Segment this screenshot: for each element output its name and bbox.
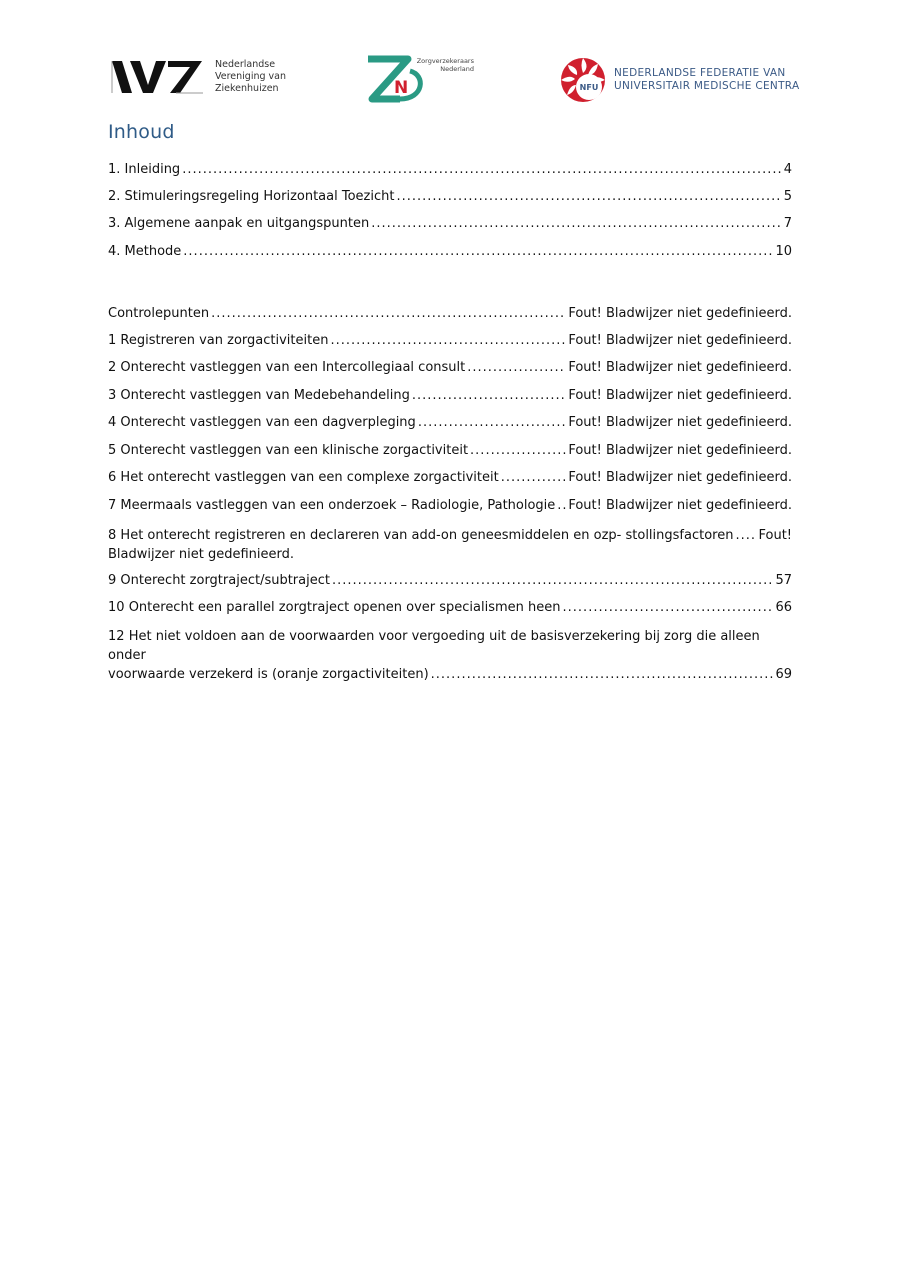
toc-entry-text: Onterecht een parallel zorgtraject openen over specialismen heen	[128, 600, 561, 615]
toc-entry-control-2[interactable]	[108, 360, 792, 375]
dot-leader	[501, 470, 567, 485]
bookmark-error: Fout! Bladwijzer niet gedefinieerd.	[568, 470, 792, 485]
toc-entry-methode[interactable]	[108, 244, 792, 259]
toc-entry-page[interactable]: 7	[783, 216, 792, 231]
zn-line: Zorgverzekeraars	[416, 57, 474, 65]
toc-entry-num: 12	[108, 629, 125, 644]
toc-entry-text[interactable]: voorwaarde verzekerd is (oranje zorgactiviteiten)	[108, 667, 429, 682]
dot-leader	[183, 244, 773, 259]
toc-entry-num: 10	[108, 600, 125, 615]
toc-entry-num: 3	[108, 388, 117, 403]
toc-entry-page[interactable]: 57	[775, 573, 792, 588]
dot-leader	[332, 573, 773, 588]
nvz-line: Nederlandse	[215, 59, 276, 70]
nfu-logo	[560, 57, 799, 103]
toc-entry-title[interactable]	[108, 415, 416, 430]
toc-entry-num: 2	[108, 360, 117, 375]
toc-entry-text: Onterecht zorgtraject/subtraject	[120, 573, 330, 588]
toc-entry-num: 8	[108, 528, 117, 543]
toc-entry-control-3[interactable]	[108, 388, 792, 403]
toc-entry-inleiding[interactable]	[108, 162, 792, 177]
toc-entry-control-5[interactable]	[108, 443, 792, 458]
dot-leader	[211, 306, 566, 321]
nvz-line: Ziekenhuizen	[215, 83, 279, 94]
nvz-logo-mark-icon	[110, 59, 205, 95]
toc-entry-num: 6	[108, 470, 117, 485]
toc-entry-text: Het onterecht registreren en declareren van add-on geneesmiddelen en ozp- stollingsfactoren	[120, 528, 734, 543]
toc-entry-controlepunten[interactable]	[108, 306, 792, 321]
toc-entry-title[interactable]: 3. Algemene aanpak en uitgangspunten	[108, 216, 370, 231]
dot-leader	[330, 333, 566, 348]
toc-entry-page[interactable]: 66	[775, 600, 792, 615]
toc-entry-title[interactable]	[108, 498, 555, 513]
bookmark-error: Fout! Bladwijzer niet gedefinieerd.	[568, 388, 792, 403]
nvz-line: Vereniging van	[215, 71, 287, 82]
toc-entry-text: Onterecht vastleggen van Medebehandeling	[120, 388, 410, 403]
toc-entry-aanpak[interactable]	[108, 216, 792, 231]
toc-entry-text: Onterecht vastleggen van een dagverpleging	[120, 415, 416, 430]
toc-entry-line-2	[108, 665, 792, 684]
bookmark-error: Fout!	[758, 528, 792, 543]
bookmark-error: Fout! Bladwijzer niet gedefinieerd.	[568, 360, 792, 375]
toc-entry-title[interactable]: Controlepunten	[108, 306, 210, 321]
toc-entry-page[interactable]: 4	[783, 162, 792, 177]
toc-entry-title[interactable]	[108, 470, 499, 485]
dot-leader	[470, 443, 566, 458]
toc-entry-text: Onterecht vastleggen van een Intercollegiaal consult	[120, 360, 466, 375]
toc-entry-text: Meermaals vastleggen van een onderzoek – Radiologie, Pathologie	[120, 498, 556, 513]
dot-leader	[557, 498, 566, 513]
zn-mark-letter: N	[394, 78, 409, 98]
toc-entry-control-10[interactable]	[108, 600, 792, 615]
toc-entry-control-1[interactable]	[108, 333, 792, 348]
zn-logo-text	[416, 57, 474, 73]
toc-entry-control-6[interactable]	[108, 470, 792, 485]
toc-entry-page[interactable]: 5	[783, 189, 792, 204]
bookmark-error: Fout! Bladwijzer niet gedefinieerd.	[568, 443, 792, 458]
toc-entry-control-9[interactable]	[108, 573, 792, 588]
dot-leader	[563, 600, 774, 615]
toc-entry-title[interactable]: 4. Methode	[108, 244, 182, 259]
toc-entry-title[interactable]	[108, 388, 410, 403]
bookmark-error: Fout! Bladwijzer niet gedefinieerd.	[568, 306, 792, 321]
toc-entry-text: Registreren van zorgactiviteiten	[120, 333, 329, 348]
zn-line: Nederland	[440, 65, 474, 73]
header-logos	[0, 55, 900, 110]
toc-entry-title[interactable]: 1. Inleiding	[108, 162, 181, 177]
bookmark-error-continued: Bladwijzer niet gedefinieerd.	[108, 547, 295, 562]
toc-entry-control-4[interactable]	[108, 415, 792, 430]
nfu-logo-mark-icon	[560, 57, 606, 103]
toc-entry-page[interactable]: 69	[775, 667, 792, 682]
dot-leader	[371, 216, 781, 231]
dot-leader	[418, 415, 567, 430]
toc-entry-title[interactable]	[108, 526, 733, 545]
toc-entry-text: Het niet voldoen aan de voorwaarden voor vergoeding uit de basisverzekering bij zorg die alleen onder	[108, 629, 760, 663]
dot-leader	[396, 189, 781, 204]
toc-entry-title[interactable]: 2. Stimuleringsregeling Horizontaal Toezicht	[108, 189, 395, 204]
toc-entry-control-12[interactable]	[108, 627, 792, 684]
nvz-logo	[110, 59, 286, 95]
toc-entry-num: 4	[108, 415, 117, 430]
toc-entry-title[interactable]	[108, 443, 468, 458]
toc-entry-stimuleringsregeling[interactable]	[108, 189, 792, 204]
toc-entry-page[interactable]: 10	[775, 244, 792, 259]
toc-entry-text: Het onterecht vastleggen van een complexe zorgactiviteit	[120, 470, 499, 485]
toc-entry-line-1	[108, 526, 792, 545]
toc-entry-num: 7	[108, 498, 117, 513]
bookmark-error: Fout! Bladwijzer niet gedefinieerd.	[568, 333, 792, 348]
dot-leader	[431, 665, 774, 684]
nfu-mark-letters: NFU	[579, 83, 599, 92]
dot-leader	[182, 162, 782, 177]
dot-leader	[412, 388, 566, 403]
toc-entry-num: 1	[108, 333, 117, 348]
zn-logo	[364, 55, 474, 103]
toc-entry-title[interactable]	[108, 333, 328, 348]
toc-entry-control-8[interactable]	[108, 526, 792, 564]
nfu-logo-text	[614, 67, 799, 93]
dot-leader	[735, 526, 756, 545]
toc-entry-num: 9	[108, 573, 117, 588]
bookmark-error: Fout! Bladwijzer niet gedefinieerd.	[568, 415, 792, 430]
toc-entry-title[interactable]	[108, 600, 561, 615]
nvz-logo-text	[215, 59, 286, 95]
nfu-line: UNIVERSITAIR MEDISCHE CENTRA	[614, 80, 800, 92]
toc-entry-num: 5	[108, 443, 117, 458]
toc-entry-text: Onterecht vastleggen van een klinische zorgactiviteit	[120, 443, 469, 458]
toc-entry-title[interactable]	[108, 573, 330, 588]
toc-entry-control-7[interactable]	[108, 498, 792, 513]
toc-entry-title[interactable]	[108, 360, 465, 375]
nfu-line: NEDERLANDSE FEDERATIE VAN	[614, 67, 786, 79]
toc-entry-line-1	[108, 627, 792, 665]
bookmark-error: Fout! Bladwijzer niet gedefinieerd.	[568, 498, 792, 513]
toc-heading: Inhoud	[108, 121, 175, 143]
dot-leader	[467, 360, 566, 375]
